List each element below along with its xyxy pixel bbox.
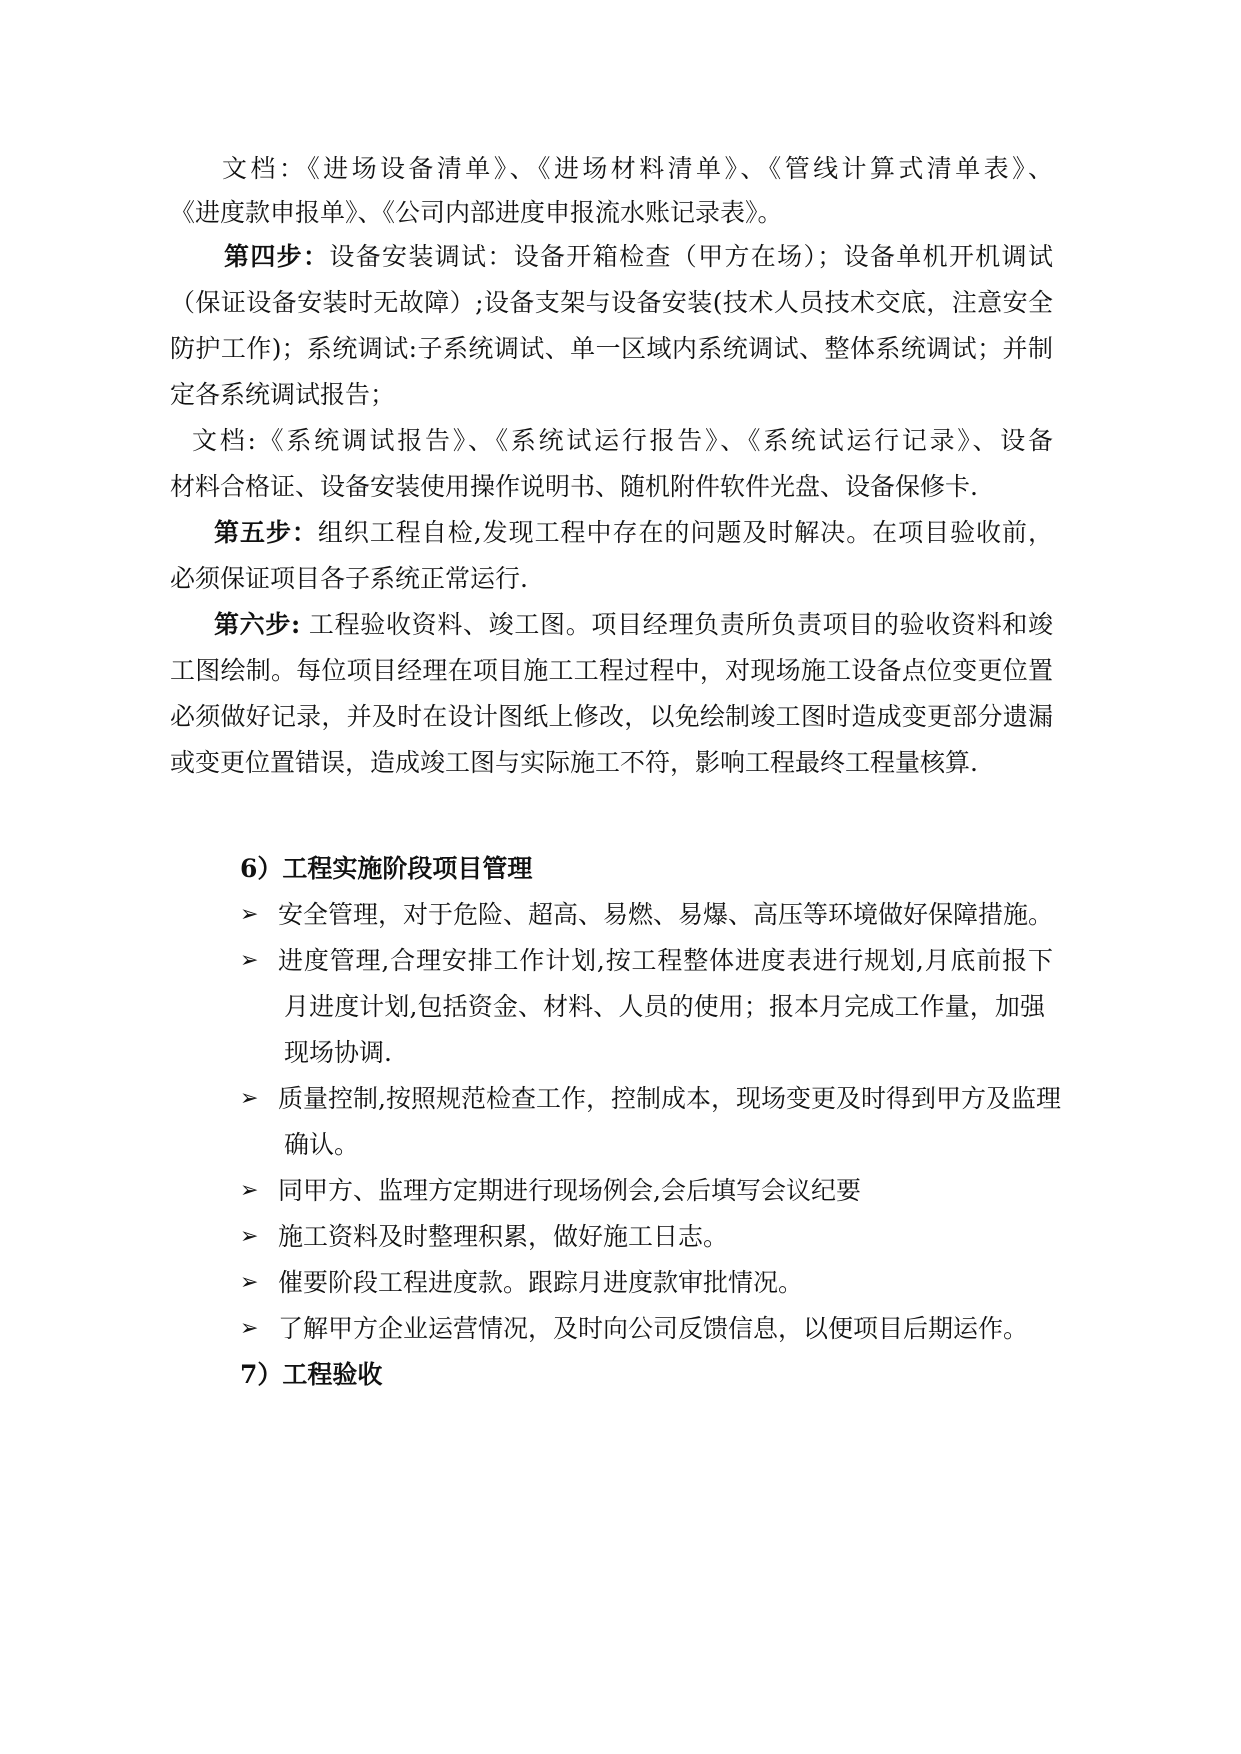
bullet-arrow-icon: ➢ [240,902,259,927]
bullet-schedule-line-3: 现场协调. [284,1038,392,1067]
doc-list2-line-1: 文档:《系统调试报告》、《系统试运行报告》、《系统试运行记录》、设备 [192,426,1053,455]
step6-paragraph-line-2: 工图绘制。每位项目经理在项目施工工程过程中，对现场施工设备点位变更位置 [170,656,1053,685]
bullet-quality-line-2: 确认。 [284,1130,360,1159]
bullet-schedule-line-1: 进度管理,合理安排工作计划,按工程整体进度表进行规划,月底前报下 [278,946,1053,975]
section-6-heading: 6）工程实施阶段项目管理 [240,854,533,883]
bullet-arrow-icon: ➢ [240,1316,259,1341]
step6-paragraph-line-4: 或变更位置错误，造成竣工图与实际施工不符，影响工程最终工程量核算. [170,748,978,777]
doc-list2-line-2: 材料合格证、设备安装使用操作说明书、随机附件软件光盘、设备保修卡. [170,472,978,501]
step4-text-1: 设备安装调试：设备开箱检查（甲方在场）；设备单机开机调试 [329,242,1053,271]
bullet-feedback: 了解甲方企业运营情况，及时向公司反馈信息，以便项目后期运作。 [278,1314,1029,1343]
step5-paragraph-line-2: 必须保证项目各子系统正常运行. [170,564,528,593]
step6-paragraph-line-1 [214,608,1053,642]
step6-label: 第六步: [214,610,301,639]
bullet-arrow-icon: ➢ [240,1224,259,1249]
bullet-meetings: 同甲方、监理方定期进行现场例会,会后填写会议纪要 [278,1176,861,1205]
bullet-arrow-icon: ➢ [240,1178,259,1203]
bullet-arrow-icon: ➢ [240,1270,259,1295]
doc-list-line-2: 《进度款申报单》、《公司内部进度申报流水账记录表》。 [170,198,783,227]
bullet-safety: 安全管理，对于危险、超高、易燃、易爆、高压等环境做好保障措施。 [278,900,1054,929]
step5-paragraph-line-1 [214,516,1053,550]
step5-label: 第五步： [214,518,318,547]
step4-paragraph-line-1 [224,240,1053,274]
step4-paragraph-line-4: 定各系统调试报告； [170,380,396,409]
bullet-arrow-icon: ➢ [240,1086,259,1111]
step4-paragraph-line-3: 防护工作)；系统调试:子系统调试、单一区域内系统调试、整体系统调试；并制 [170,334,1053,363]
bullet-schedule-line-2: 月进度计划,包括资金、材料、人员的使用；报本月完成工作量，加强 [284,992,1045,1021]
step4-paragraph-line-2: （保证设备安装时无故障）;设备支架与设备安装(技术人员技术交底，注意安全 [170,288,1053,317]
step4-label: 第四步： [224,242,330,271]
step5-text-1: 组织工程自检,发现工程中存在的问题及时解决。在项目验收前， [317,518,1053,547]
bullet-quality-line-1: 质量控制,按照规范检查工作，控制成本，现场变更及时得到甲方及监理 [278,1084,1061,1113]
bullet-records: 施工资料及时整理积累，做好施工日志。 [278,1222,729,1251]
doc-list-line-1: 文档：《进场设备清单》、《进场材料清单》、《管线计算式清单表》、 [222,154,1053,183]
step6-paragraph-line-3: 必须做好记录，并及时在设计图纸上修改，以免绘制竣工图时造成变更部分遗漏 [170,702,1053,731]
step6-text-1: 工程验收资料、竣工图。项目经理负责所负责项目的验收资料和竣 [300,610,1053,639]
bullet-payment: 催要阶段工程进度款。跟踪月进度款审批情况。 [278,1268,804,1297]
section-7-heading: 7）工程验收 [240,1360,383,1389]
bullet-arrow-icon: ➢ [240,948,259,973]
